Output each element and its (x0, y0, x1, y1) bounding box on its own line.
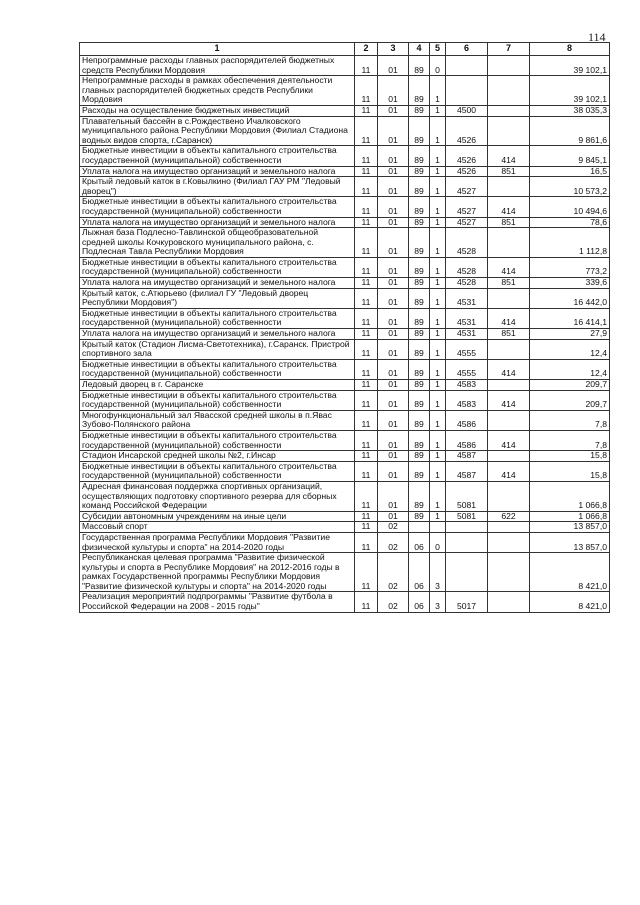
row-amount-cell: 12,4 (530, 339, 610, 359)
row-amount-cell: 1 066,8 (530, 481, 610, 511)
row-program-cell: 89 (409, 146, 430, 166)
table-header-row (80, 43, 610, 56)
header-col-1: 1 (80, 43, 355, 56)
row-name-cell: Массовый спорт (80, 522, 355, 533)
row-expense-type-cell: 851 (488, 329, 530, 340)
row-name-cell: Реализация мероприятий подпрограммы "Развитие футбола в Российской Федерации на 2008 - 2015 годы" (80, 592, 355, 612)
header-col-7: 7 (488, 43, 530, 56)
row-subprogram-cell: 1 (430, 166, 446, 177)
row-target-code-cell: 4583 (446, 380, 488, 391)
row-program-cell: 89 (409, 56, 430, 76)
row-amount-cell: 13 857,0 (530, 522, 610, 533)
table-row (80, 390, 610, 410)
page-number: 114 (588, 30, 606, 44)
header-col-3: 3 (378, 43, 409, 56)
row-subprogram-cell: 1 (430, 278, 446, 289)
row-expense-type-cell (488, 228, 530, 258)
row-amount-cell: 16 414,1 (530, 308, 610, 328)
table-row (80, 451, 610, 462)
row-subprogram-cell: 1 (430, 177, 446, 197)
row-section-cell: 11 (355, 390, 378, 410)
row-target-code-cell: 4528 (446, 257, 488, 277)
row-program-cell: 06 (409, 553, 430, 592)
row-subsection-cell: 01 (378, 166, 409, 177)
row-subsection-cell: 01 (378, 410, 409, 430)
header-col-8: 8 (530, 43, 610, 56)
row-expense-type-cell (488, 481, 530, 511)
table-row (80, 257, 610, 277)
row-program-cell: 89 (409, 430, 430, 450)
row-subprogram-cell: 1 (430, 146, 446, 166)
row-target-code-cell: 4587 (446, 461, 488, 481)
table-row (80, 522, 610, 533)
row-subprogram-cell: 0 (430, 532, 446, 552)
header-col-5: 5 (430, 43, 446, 56)
row-subprogram-cell: 1 (430, 76, 446, 106)
row-program-cell: 89 (409, 116, 430, 146)
row-subsection-cell: 01 (378, 451, 409, 462)
table-row (80, 56, 610, 76)
row-target-code-cell: 4531 (446, 329, 488, 340)
row-subprogram-cell: 1 (430, 511, 446, 522)
row-subsection-cell: 01 (378, 228, 409, 258)
row-section-cell: 11 (355, 197, 378, 217)
row-amount-cell: 12,4 (530, 359, 610, 379)
row-subprogram-cell: 3 (430, 592, 446, 612)
row-program-cell (409, 522, 430, 533)
row-subprogram-cell: 1 (430, 116, 446, 146)
row-name-cell: Ледовый дворец в г. Саранске (80, 380, 355, 391)
row-subprogram-cell: 1 (430, 390, 446, 410)
row-name-cell: Уплата налога на имущество организаций и земельного налога (80, 217, 355, 228)
row-amount-cell: 15,8 (530, 461, 610, 481)
row-subsection-cell: 01 (378, 217, 409, 228)
row-target-code-cell: 4555 (446, 359, 488, 379)
row-program-cell: 89 (409, 481, 430, 511)
row-program-cell: 89 (409, 451, 430, 462)
row-name-cell: Субсидии автономным учреждениям на иные цели (80, 511, 355, 522)
row-name-cell: Крытый каток (Стадион Лисма-Светотехника), г.Саранск. Пристрой спортивного зала (80, 339, 355, 359)
row-target-code-cell: 5081 (446, 481, 488, 511)
row-subsection-cell: 01 (378, 461, 409, 481)
row-target-code-cell: 4526 (446, 116, 488, 146)
row-program-cell: 89 (409, 197, 430, 217)
row-amount-cell: 78,6 (530, 217, 610, 228)
row-subprogram-cell: 1 (430, 288, 446, 308)
row-expense-type-cell (488, 592, 530, 612)
row-amount-cell: 16 442,0 (530, 288, 610, 308)
row-name-cell: Республиканская целевая программа "Развитие физической культуры и спорта в Республике Мордовия" на 2012-2016 годы в рамках Государственной программы Республики Мордовия "Развитие физической культуры и спорта" на 2014-2020 годы (80, 553, 355, 592)
row-amount-cell: 9 861,6 (530, 116, 610, 146)
row-section-cell: 11 (355, 339, 378, 359)
row-amount-cell: 16,5 (530, 166, 610, 177)
row-expense-type-cell (488, 532, 530, 552)
row-section-cell: 11 (355, 359, 378, 379)
row-subprogram-cell: 1 (430, 257, 446, 277)
row-expense-type-cell (488, 339, 530, 359)
row-section-cell: 11 (355, 308, 378, 328)
row-subsection-cell: 01 (378, 257, 409, 277)
table-row (80, 430, 610, 450)
row-name-cell: Адресная финансовая поддержка спортивных организаций, осуществляющих подготовку спортивного резерва для сборных команд Российской Федерации (80, 481, 355, 511)
row-subsection-cell: 02 (378, 532, 409, 552)
row-amount-cell: 15,8 (530, 451, 610, 462)
row-target-code-cell (446, 76, 488, 106)
row-subprogram-cell: 1 (430, 329, 446, 340)
row-subsection-cell: 01 (378, 430, 409, 450)
row-name-cell: Уплата налога на имущество организаций и земельного налога (80, 278, 355, 289)
row-subsection-cell: 01 (378, 390, 409, 410)
table-row (80, 481, 610, 511)
row-expense-type-cell: 414 (488, 359, 530, 379)
row-subsection-cell: 01 (378, 329, 409, 340)
table-row (80, 532, 610, 552)
budget-table (79, 42, 610, 613)
table-row (80, 76, 610, 106)
row-name-cell: Бюджетные инвестиции в объекты капитального строительства государственной (муниципальной) собственности (80, 197, 355, 217)
row-subprogram-cell (430, 522, 446, 533)
row-expense-type-cell: 414 (488, 197, 530, 217)
row-expense-type-cell (488, 410, 530, 430)
row-subprogram-cell: 1 (430, 197, 446, 217)
row-expense-type-cell: 851 (488, 166, 530, 177)
row-name-cell: Расходы на осуществление бюджетных инвестиций (80, 105, 355, 116)
row-target-code-cell: 4531 (446, 308, 488, 328)
table-row (80, 105, 610, 116)
row-section-cell: 11 (355, 257, 378, 277)
row-name-cell: Крытый каток, с.Атюрьево (филиал ГУ "Ледовый дворец Республики Мордовия") (80, 288, 355, 308)
row-amount-cell: 10 573,2 (530, 177, 610, 197)
row-program-cell: 06 (409, 592, 430, 612)
row-subsection-cell: 01 (378, 339, 409, 359)
table-row (80, 166, 610, 177)
row-section-cell: 11 (355, 461, 378, 481)
row-section-cell: 11 (355, 522, 378, 533)
row-target-code-cell: 4528 (446, 228, 488, 258)
row-program-cell: 89 (409, 257, 430, 277)
row-expense-type-cell: 851 (488, 278, 530, 289)
row-target-code-cell: 4527 (446, 197, 488, 217)
row-target-code-cell (446, 532, 488, 552)
row-name-cell: Бюджетные инвестиции в объекты капитального строительства государственной (муниципальной) собственности (80, 430, 355, 450)
row-program-cell: 89 (409, 461, 430, 481)
row-program-cell: 89 (409, 329, 430, 340)
table-body (80, 56, 610, 613)
row-subprogram-cell: 1 (430, 410, 446, 430)
row-expense-type-cell: 622 (488, 511, 530, 522)
row-target-code-cell: 4586 (446, 410, 488, 430)
row-subsection-cell: 01 (378, 116, 409, 146)
row-program-cell: 89 (409, 380, 430, 391)
row-program-cell: 89 (409, 390, 430, 410)
row-subsection-cell: 02 (378, 522, 409, 533)
row-section-cell: 11 (355, 451, 378, 462)
table-row (80, 197, 610, 217)
row-amount-cell: 339,6 (530, 278, 610, 289)
row-subprogram-cell: 1 (430, 105, 446, 116)
row-subprogram-cell: 1 (430, 228, 446, 258)
row-subsection-cell: 01 (378, 308, 409, 328)
row-name-cell: Лыжная база Подлесно-Тавлинской общеобразовательной средней школы Кочкуровского муниципального района, с. Подлесная Тавла Республики Мордовия (80, 228, 355, 258)
row-subprogram-cell: 1 (430, 308, 446, 328)
row-section-cell: 11 (355, 592, 378, 612)
row-expense-type-cell: 851 (488, 217, 530, 228)
row-section-cell: 11 (355, 217, 378, 228)
row-subprogram-cell: 1 (430, 380, 446, 391)
table-row (80, 511, 610, 522)
row-section-cell: 11 (355, 105, 378, 116)
row-section-cell: 11 (355, 166, 378, 177)
row-section-cell: 11 (355, 553, 378, 592)
row-expense-type-cell: 414 (488, 146, 530, 166)
row-subprogram-cell: 1 (430, 339, 446, 359)
row-subsection-cell: 01 (378, 146, 409, 166)
row-amount-cell: 209,7 (530, 380, 610, 391)
table-row (80, 339, 610, 359)
row-program-cell: 89 (409, 76, 430, 106)
row-name-cell: Стадион Инсарской средней школы №2, г.Инсар (80, 451, 355, 462)
row-program-cell: 89 (409, 410, 430, 430)
row-amount-cell: 1 066,8 (530, 511, 610, 522)
row-amount-cell: 13 857,0 (530, 532, 610, 552)
row-expense-type-cell (488, 56, 530, 76)
row-subprogram-cell: 1 (430, 461, 446, 481)
row-target-code-cell: 5017 (446, 592, 488, 612)
row-amount-cell: 7,8 (530, 410, 610, 430)
row-expense-type-cell (488, 288, 530, 308)
row-amount-cell: 209,7 (530, 390, 610, 410)
row-subsection-cell: 02 (378, 553, 409, 592)
row-subsection-cell: 01 (378, 105, 409, 116)
row-program-cell: 89 (409, 511, 430, 522)
table-row (80, 380, 610, 391)
row-amount-cell: 39 102,1 (530, 56, 610, 76)
row-expense-type-cell: 414 (488, 257, 530, 277)
row-amount-cell: 39 102,1 (530, 76, 610, 106)
row-subprogram-cell: 1 (430, 430, 446, 450)
row-program-cell: 89 (409, 105, 430, 116)
row-program-cell: 89 (409, 359, 430, 379)
row-name-cell: Плавательный бассейн в с.Рождествено Ичалковского муниципального района Республики Мордовия (Филиал Стадиона водных видов спорта, г.Саранск) (80, 116, 355, 146)
row-expense-type-cell: 414 (488, 430, 530, 450)
row-target-code-cell (446, 56, 488, 76)
row-section-cell: 11 (355, 511, 378, 522)
row-section-cell: 11 (355, 278, 378, 289)
table-row (80, 278, 610, 289)
row-target-code-cell: 4527 (446, 177, 488, 197)
row-section-cell: 11 (355, 76, 378, 106)
row-name-cell: Уплата налога на имущество организаций и земельного налога (80, 166, 355, 177)
row-target-code-cell: 4587 (446, 451, 488, 462)
row-subprogram-cell: 3 (430, 553, 446, 592)
row-target-code-cell: 4586 (446, 430, 488, 450)
table-row (80, 359, 610, 379)
row-subsection-cell: 01 (378, 481, 409, 511)
row-amount-cell: 1 112,8 (530, 228, 610, 258)
row-amount-cell: 27,9 (530, 329, 610, 340)
row-subprogram-cell: 1 (430, 217, 446, 228)
row-name-cell: Непрограммные расходы главных распорядителей бюджетных средств Республики Мордовия (80, 56, 355, 76)
row-program-cell: 89 (409, 339, 430, 359)
table-row (80, 146, 610, 166)
table-row (80, 228, 610, 258)
row-section-cell: 11 (355, 410, 378, 430)
table-row (80, 308, 610, 328)
row-expense-type-cell (488, 105, 530, 116)
row-subsection-cell: 01 (378, 76, 409, 106)
row-program-cell: 89 (409, 166, 430, 177)
row-subsection-cell: 01 (378, 359, 409, 379)
row-program-cell: 89 (409, 217, 430, 228)
row-section-cell: 11 (355, 116, 378, 146)
row-section-cell: 11 (355, 380, 378, 391)
table-row (80, 410, 610, 430)
row-program-cell: 06 (409, 532, 430, 552)
row-target-code-cell: 4500 (446, 105, 488, 116)
row-subsection-cell: 01 (378, 380, 409, 391)
row-expense-type-cell: 414 (488, 461, 530, 481)
row-expense-type-cell: 414 (488, 308, 530, 328)
row-amount-cell: 9 845,1 (530, 146, 610, 166)
row-amount-cell: 38 035,3 (530, 105, 610, 116)
row-subprogram-cell: 1 (430, 359, 446, 379)
row-amount-cell: 8 421,0 (530, 592, 610, 612)
row-subsection-cell: 01 (378, 197, 409, 217)
row-subsection-cell: 02 (378, 592, 409, 612)
row-section-cell: 11 (355, 228, 378, 258)
row-section-cell: 11 (355, 177, 378, 197)
table-row (80, 217, 610, 228)
row-section-cell: 11 (355, 56, 378, 76)
row-target-code-cell: 4527 (446, 217, 488, 228)
row-expense-type-cell (488, 76, 530, 106)
row-subprogram-cell: 1 (430, 481, 446, 511)
row-name-cell: Уплата налога на имущество организаций и земельного налога (80, 329, 355, 340)
table-row (80, 288, 610, 308)
row-name-cell: Бюджетные инвестиции в объекты капитального строительства государственной (муниципальной) собственности (80, 308, 355, 328)
row-target-code-cell (446, 522, 488, 533)
table-row (80, 177, 610, 197)
row-section-cell: 11 (355, 288, 378, 308)
table-row (80, 116, 610, 146)
table-row (80, 461, 610, 481)
row-name-cell: Бюджетные инвестиции в объекты капитального строительства государственной (муниципальной) собственности (80, 390, 355, 410)
row-expense-type-cell (488, 380, 530, 391)
row-target-code-cell: 4555 (446, 339, 488, 359)
table-row (80, 553, 610, 592)
row-subsection-cell: 01 (378, 177, 409, 197)
row-expense-type-cell (488, 451, 530, 462)
row-target-code-cell: 4526 (446, 166, 488, 177)
row-amount-cell: 773,2 (530, 257, 610, 277)
row-amount-cell: 10 494,6 (530, 197, 610, 217)
row-subsection-cell: 01 (378, 278, 409, 289)
row-name-cell: Государственная программа Республики Мордовия "Развитие физической культуры и спорта" на 2014-2020 годы (80, 532, 355, 552)
row-target-code-cell (446, 553, 488, 592)
row-program-cell: 89 (409, 278, 430, 289)
row-subsection-cell: 01 (378, 56, 409, 76)
row-section-cell: 11 (355, 146, 378, 166)
row-program-cell: 89 (409, 308, 430, 328)
row-target-code-cell: 4528 (446, 278, 488, 289)
row-subsection-cell: 01 (378, 288, 409, 308)
row-name-cell: Крытый ледовый каток в г.Ковылкино (Филиал ГАУ РМ "Ледовый дворец") (80, 177, 355, 197)
row-subprogram-cell: 1 (430, 451, 446, 462)
row-program-cell: 89 (409, 177, 430, 197)
row-section-cell: 11 (355, 430, 378, 450)
row-section-cell: 11 (355, 481, 378, 511)
row-subprogram-cell: 0 (430, 56, 446, 76)
row-target-code-cell: 4531 (446, 288, 488, 308)
row-name-cell: Бюджетные инвестиции в объекты капитального строительства государственной (муниципальной) собственности (80, 146, 355, 166)
row-name-cell: Бюджетные инвестиции в объекты капитального строительства государственной (муниципальной) собственности (80, 359, 355, 379)
row-amount-cell: 7,8 (530, 430, 610, 450)
row-target-code-cell: 4583 (446, 390, 488, 410)
row-subsection-cell: 01 (378, 511, 409, 522)
table-row (80, 592, 610, 612)
row-amount-cell: 8 421,0 (530, 553, 610, 592)
row-expense-type-cell (488, 177, 530, 197)
row-target-code-cell: 5081 (446, 511, 488, 522)
row-name-cell: Бюджетные инвестиции в объекты капитального строительства государственной (муниципальной) собственности (80, 461, 355, 481)
header-col-2: 2 (355, 43, 378, 56)
row-name-cell: Бюджетные инвестиции в объекты капитального строительства государственной (муниципальной) собственности (80, 257, 355, 277)
row-target-code-cell: 4526 (446, 146, 488, 166)
row-expense-type-cell (488, 522, 530, 533)
row-expense-type-cell: 414 (488, 390, 530, 410)
header-col-4: 4 (409, 43, 430, 56)
table-row (80, 329, 610, 340)
row-program-cell: 89 (409, 288, 430, 308)
row-section-cell: 11 (355, 532, 378, 552)
row-program-cell: 89 (409, 228, 430, 258)
row-section-cell: 11 (355, 329, 378, 340)
header-col-6: 6 (446, 43, 488, 56)
row-name-cell: Многофункциональный зал Явасской средней школы в п.Явас Зубово-Полянского района (80, 410, 355, 430)
row-expense-type-cell (488, 553, 530, 592)
row-name-cell: Непрограммные расходы в рамках обеспечения деятельности главных распорядителей бюджетных средств Республики Мордовия (80, 76, 355, 106)
row-expense-type-cell (488, 116, 530, 146)
